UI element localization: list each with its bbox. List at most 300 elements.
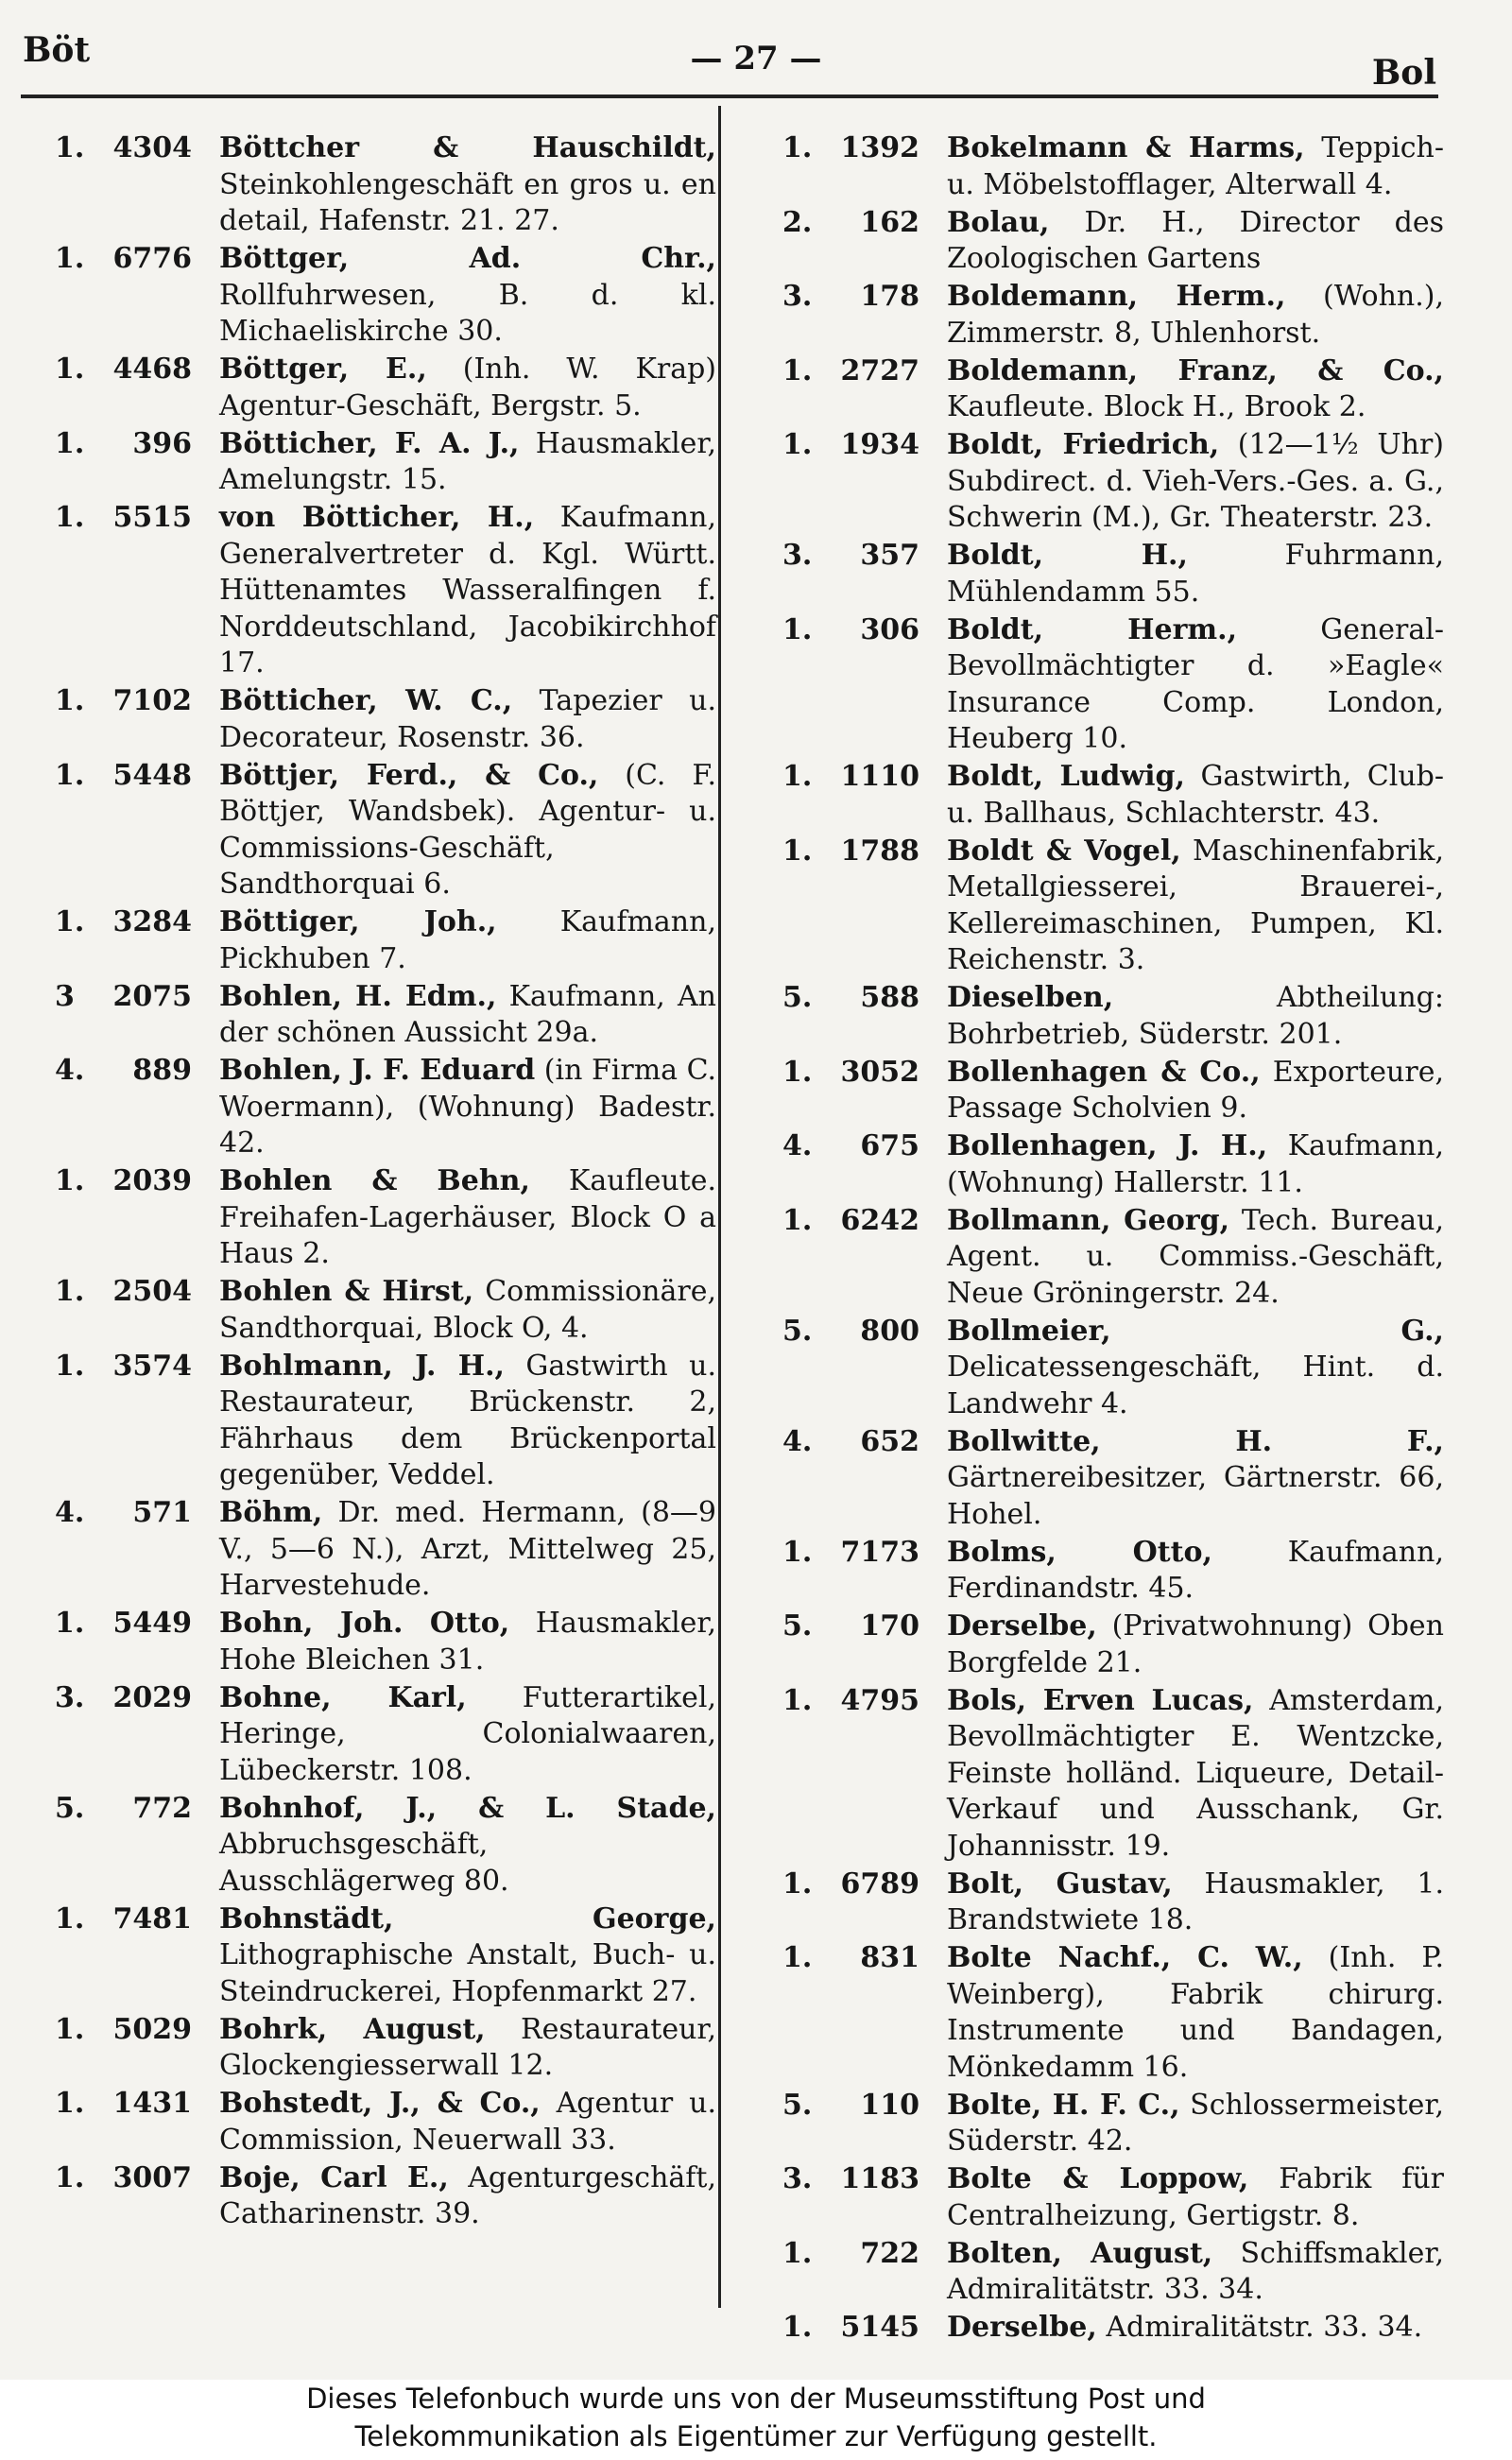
phone-number (55, 2086, 206, 2123)
directory-entry (55, 904, 716, 977)
subscriber-details: Tech. Bureau, Agent. u. Commiss.-Geschäft, Neue Gröningerstr. 24. (947, 1203, 1445, 1310)
line-number: 5448 (112, 758, 192, 792)
right-column (782, 130, 1444, 2348)
entry-text (934, 1608, 1444, 1681)
subscriber-name: Bohnhof, J., & L. Stade, (219, 1791, 716, 1825)
phone-number (55, 1901, 206, 1938)
subscriber-details: Restaurateur, Glockengiesserwall 12. (219, 2012, 716, 2082)
exchange-code: 1. (782, 131, 813, 164)
exchange-code: 1. (782, 834, 813, 868)
entry-text (934, 205, 1444, 278)
line-number: 3052 (840, 1055, 919, 1089)
subscriber-name: Bohstedt, J., & Co., (219, 2087, 541, 2120)
directory-entry (782, 980, 1444, 1053)
line-number: 3284 (112, 905, 192, 938)
line-number: 5145 (840, 2311, 919, 2344)
entry-text (934, 759, 1444, 832)
page-header (0, 0, 1512, 95)
directory-entry (782, 834, 1444, 979)
subscriber-details: Agentur u. Commission, Neuerwall 33. (219, 2087, 717, 2157)
subscriber-details: Kaufmann, (Wohnung) Hallerstr. 11. (947, 1129, 1444, 1199)
subscriber-details: Kaufleute. Freihafen-Lagerhäuser, Block O a Haus 2. (219, 1164, 716, 1270)
directory-entry (782, 1055, 1444, 1127)
exchange-code: 5. (55, 1791, 85, 1825)
subscriber-name: Bötticher, F. A. J., (219, 426, 520, 460)
phone-number (782, 1535, 934, 1572)
subscriber-details: Steinkohlengeschäft en gros u. en detail, Hafenstr. 21. 27. (219, 167, 716, 237)
exchange-code: 1. (55, 684, 85, 717)
entry-text (934, 612, 1444, 758)
exchange-code: 1. (55, 242, 85, 275)
exchange-code: 3. (782, 280, 813, 313)
phone-number (55, 130, 206, 167)
running-head-right: Bol (1371, 53, 1436, 93)
directory-entry (55, 683, 716, 756)
phone-number (55, 2012, 206, 2049)
phone-number (782, 1940, 934, 1977)
exchange-code: 5. (782, 981, 813, 1014)
line-number: 357 (860, 539, 919, 572)
phone-number (782, 1203, 934, 1240)
subscriber-name: Bollmeier, G., (947, 1314, 1444, 1348)
entry-text (934, 279, 1444, 352)
line-number: 2029 (112, 1680, 192, 1714)
subscriber-name: Böttger, Ad. Chr., (219, 242, 716, 275)
line-number: 4468 (112, 353, 192, 386)
exchange-code: 1. (782, 2311, 813, 2344)
exchange-code: 1. (55, 1349, 85, 1383)
exchange-code: 1. (782, 428, 813, 461)
line-number: 2039 (112, 1164, 192, 1197)
subscriber-details: Hausmakler, Amelungstr. 15. (219, 426, 716, 496)
line-number: 170 (860, 1609, 919, 1643)
subscriber-name: Boldt, Ludwig, (947, 760, 1185, 793)
line-number: 5029 (112, 2012, 192, 2046)
phone-number (782, 2161, 934, 2198)
directory-entry (782, 1535, 1444, 1608)
directory-entry (782, 1940, 1444, 2086)
directory-entry (782, 1867, 1444, 1939)
directory-entry (55, 1053, 716, 1162)
subscriber-details: Kaufmann, Generalvertreter d. Kgl. Württ. Hüttenamtes Wasseralfingen f. Norddeutschland, Jacobikirchhof 17. (219, 501, 716, 680)
entry-text (934, 2236, 1444, 2309)
line-number: 4795 (840, 1683, 919, 1717)
exchange-code: 1. (782, 2236, 813, 2270)
subscriber-details: (Inh. P. Weinberg), Fabrik chirurg. Instrumente und Bandagen, Mönkedamm 16. (947, 1941, 1445, 2084)
entry-text (206, 352, 716, 424)
entry-text (206, 1274, 716, 1347)
phone-number (55, 1680, 206, 1717)
phone-number (55, 683, 206, 720)
directory-entry (55, 2012, 716, 2085)
exchange-code: 1. (782, 760, 813, 793)
entry-text (934, 427, 1444, 537)
subscriber-name: Bokelmann & Harms, (947, 131, 1305, 164)
entry-text (206, 500, 716, 682)
subscriber-details: Kaufleute. Block H., Brook 2. (947, 390, 1366, 423)
subscriber-name: Dieselben, (947, 981, 1114, 1014)
line-number: 2727 (840, 353, 919, 387)
subscriber-name: Bollenhagen, J. H., (947, 1129, 1268, 1162)
exchange-code: 5. (782, 2088, 813, 2122)
subscriber-details: Kaufmann, Pickhuben 7. (219, 905, 716, 975)
subscriber-details: General-Bevollmächtigter d. »Eagle« Insurance Comp. London, Heuberg 10. (947, 612, 1444, 755)
subscriber-details: Futterartikel, Heringe, Colonialwaaren, Lübeckerstr. 108. (219, 1680, 716, 1787)
entry-text (934, 1203, 1444, 1313)
directory-entry (55, 758, 716, 903)
line-number: 7173 (840, 1535, 919, 1569)
entry-text (206, 758, 716, 903)
entry-text (934, 353, 1444, 426)
entry-text (934, 1314, 1444, 1423)
line-number: 1431 (112, 2087, 192, 2120)
directory-entry (782, 538, 1444, 611)
subscriber-details: Tapezier u. Decorateur, Rosenstr. 36. (219, 684, 716, 754)
line-number: 3574 (112, 1349, 192, 1383)
subscriber-details: (C. F. Böttjer, Wandsbek). Agentur- u. Commissions-Geschäft, Sandthorquai 6. (219, 758, 716, 901)
exchange-code: 1. (55, 758, 85, 792)
subscriber-details: Dr. med. Hermann, (8—9 V., 5—6 N.), Arzt, Mittelweg 25, Harvestehude. (219, 1496, 716, 1602)
subscriber-details: (12—1½ Uhr) Subdirect. d. Vieh-Vers.-Ges. a. G., Schwerin (M.), Gr. Theaterstr. 23. (947, 428, 1445, 534)
subscriber-name: Boldemann, Herm., (947, 280, 1286, 313)
subscriber-details: Kaufmann, An der schönen Aussicht 29a. (219, 979, 716, 1049)
subscriber-name: Bolten, August, (947, 2236, 1213, 2270)
entry-text (934, 1683, 1444, 1866)
entry-text (934, 2310, 1444, 2347)
phone-number (55, 352, 206, 388)
phone-number (55, 1274, 206, 1311)
footer-notice (0, 2380, 1512, 2460)
directory-entry (782, 612, 1444, 758)
entry-text (934, 1940, 1444, 2086)
exchange-code: 1. (55, 131, 85, 164)
entry-text (206, 426, 716, 499)
directory-entry (55, 241, 716, 351)
subscriber-name: Bollmann, Georg, (947, 1203, 1230, 1237)
phone-number (782, 2088, 934, 2125)
subscriber-details: (Inh. W. Krap) Agentur-Geschäft, Bergstr. 5. (219, 353, 716, 422)
line-number: 831 (860, 1941, 919, 1974)
directory-entry (782, 1608, 1444, 1681)
subscriber-name: Bolt, Gustav, (947, 1867, 1173, 1901)
directory-entry (782, 2236, 1444, 2309)
subscriber-name: Bohlen & Behn, (219, 1164, 530, 1197)
phone-number (782, 2310, 934, 2347)
subscriber-name: Bols, Erven Lucas, (947, 1683, 1254, 1717)
subscriber-name: Derselbe, (947, 2311, 1097, 2344)
entry-text (206, 1349, 716, 1494)
directory-entry (782, 353, 1444, 426)
line-number: 6242 (840, 1203, 919, 1237)
directory-entry (55, 2160, 716, 2233)
subscriber-name: Böttger, E., (219, 353, 427, 386)
line-number: 1183 (840, 2162, 919, 2195)
directory-entry (782, 205, 1444, 278)
subscriber-name: Bolau, (947, 205, 1050, 239)
line-number: 178 (860, 280, 919, 313)
subscriber-details: Abtheilung: Bohrbetrieb, Süderstr. 201. (947, 981, 1444, 1051)
exchange-code: 1. (782, 1535, 813, 1569)
exchange-code: 1. (55, 1164, 85, 1197)
subscriber-details: Rollfuhrwesen, B. d. kl. Michaeliskirche 30. (219, 278, 716, 348)
subscriber-name: Bohne, Karl, (219, 1680, 467, 1714)
exchange-code: 4. (55, 1054, 85, 1087)
entry-text (934, 130, 1444, 203)
directory-entry (55, 1349, 716, 1494)
subscriber-details: Fabrik für Centralheizung, Gertigstr. 8. (947, 2162, 1444, 2232)
exchange-code: 1. (782, 1203, 813, 1237)
entry-text (206, 1163, 716, 1273)
entry-text (206, 683, 716, 756)
directory-entry (55, 500, 716, 682)
phone-number (782, 205, 934, 242)
subscriber-name: Bohlen, J. F. Eduard (219, 1054, 536, 1087)
subscriber-name: Derselbe, (947, 1609, 1097, 1643)
line-number: 1392 (840, 131, 919, 164)
subscriber-details: Lithographische Anstalt, Buch- u. Steindruckerei, Hopfenmarkt 27. (219, 1938, 716, 2008)
directory-entry (55, 1606, 716, 1678)
exchange-code: 2. (782, 205, 813, 239)
directory-entry (782, 130, 1444, 203)
directory-entry (782, 1683, 1444, 1866)
subscriber-details: Agenturgeschäft, Catharinenstr. 39. (219, 2160, 716, 2230)
entry-text (206, 1791, 716, 1901)
line-number: 652 (860, 1424, 919, 1458)
line-number: 772 (132, 1791, 192, 1825)
directory-entry (55, 1680, 716, 1790)
subscriber-details: (in Firma C. Woermann), (Wohnung) Badestr. 42. (219, 1054, 716, 1160)
directory-entry (782, 1314, 1444, 1423)
header-rule (21, 95, 1438, 98)
left-column (55, 130, 716, 2234)
subscriber-name: Boldt, Friedrich, (947, 428, 1220, 461)
column-separator (718, 106, 721, 2308)
subscriber-details: Hausmakler, Hohe Bleichen 31. (219, 1607, 716, 1677)
subscriber-details: Fuhrmann, Mühlendamm 55. (947, 539, 1444, 609)
phone-number (782, 1128, 934, 1165)
page-number: — 27 — (690, 40, 822, 77)
entry-text (206, 2086, 716, 2159)
subscriber-details: Hausmakler, 1. Brandstwiete 18. (947, 1867, 1444, 1936)
entry-text (206, 1053, 716, 1162)
subscriber-name: Bolte Nachf., C. W., (947, 1941, 1303, 1974)
phone-number (55, 1349, 206, 1385)
directory-entry (55, 1163, 716, 1273)
exchange-code: 1. (782, 353, 813, 387)
subscriber-details: Amsterdam, Bevollmächtigter E. Wentzcke, Feinste holländ. Liqueure, Detail-Verkauf und Ausschank, Gr. Johannisstr. 19. (947, 1683, 1444, 1863)
exchange-code: 1. (55, 1901, 85, 1935)
subscriber-name: Bohlmann, J. H., (219, 1349, 506, 1383)
entry-text (206, 904, 716, 977)
phone-number (782, 353, 934, 390)
line-number: 396 (132, 426, 192, 460)
exchange-code: 4. (782, 1129, 813, 1162)
subscriber-name: Bötticher, W. C., (219, 684, 513, 717)
subscriber-details: Kaufmann, Ferdinandstr. 45. (947, 1535, 1444, 1605)
running-head-left: Böt (23, 30, 91, 70)
phone-number (55, 1791, 206, 1828)
entry-text (206, 979, 716, 1052)
directory-entry (55, 426, 716, 499)
exchange-code: 1. (55, 1607, 85, 1640)
line-number: 1934 (840, 428, 919, 461)
exchange-code: 1. (782, 612, 813, 646)
exchange-code: 1. (782, 1941, 813, 1974)
subscriber-name: Bollwitte, H. F., (947, 1424, 1444, 1458)
line-number: 3007 (112, 2160, 192, 2194)
directory-entry (55, 1495, 716, 1605)
directory-entry (55, 1791, 716, 1901)
entry-text (206, 2160, 716, 2233)
phone-number (782, 538, 934, 575)
subscriber-details: Delicatessengeschäft, Hint. d. Landwehr 4. (947, 1350, 1444, 1420)
phone-number (55, 904, 206, 941)
subscriber-name: Bohn, Joh. Otto, (219, 1607, 510, 1640)
line-number: 571 (132, 1496, 192, 1529)
subscriber-details: Teppich- u. Möbelstofflager, Alterwall 4. (947, 131, 1444, 201)
subscriber-details: Exporteure, Passage Scholvien 9. (947, 1055, 1444, 1125)
exchange-code: 1. (55, 2012, 85, 2046)
entry-text (206, 2012, 716, 2085)
subscriber-name: Boje, Carl E., (219, 2160, 449, 2194)
subscriber-name: Böttjer, Ferd., & Co., (219, 758, 599, 792)
exchange-code: 1. (55, 501, 85, 534)
phone-number (782, 130, 934, 167)
line-number: 1110 (840, 760, 919, 793)
phone-number (782, 834, 934, 870)
entry-text (934, 1535, 1444, 1608)
phone-number (782, 1424, 934, 1461)
subscriber-details: Abbruchsgeschäft, Ausschlägerweg 80. (219, 1828, 509, 1898)
subscriber-details: Admiralitätstr. 33. 34. (1096, 2311, 1423, 2344)
directory-entry (782, 2161, 1444, 2234)
line-number: 162 (860, 205, 919, 239)
line-number: 722 (860, 2236, 919, 2270)
entry-text (206, 241, 716, 351)
directory-entry (782, 2310, 1444, 2347)
entry-text (206, 1495, 716, 1605)
subscriber-name: Bolte, H. F. C., (947, 2088, 1180, 2122)
line-number: 6776 (112, 242, 192, 275)
phone-number (782, 1314, 934, 1350)
phone-number (55, 1053, 206, 1090)
directory-entry (782, 1128, 1444, 1201)
exchange-code: 1. (55, 905, 85, 938)
line-number: 4304 (112, 131, 192, 164)
line-number: 2504 (112, 1275, 192, 1308)
subscriber-details: Gärtnereibesitzer, Gärtnerstr. 66, Hohel. (947, 1461, 1444, 1531)
directory-entry (55, 979, 716, 1052)
line-number: 306 (860, 612, 919, 646)
subscriber-details: Maschinenfabrik, Metallgiesserei, Brauerei-, Kellereimaschinen, Pumpen, Kl. Reichenstr. 3. (947, 834, 1444, 976)
phone-number (782, 759, 934, 796)
entry-text (206, 1901, 716, 2011)
directory-entry (55, 130, 716, 240)
phone-number (55, 241, 206, 278)
entry-text (934, 980, 1444, 1053)
entry-text (206, 130, 716, 240)
exchange-code: 4. (782, 1424, 813, 1458)
subscriber-details: (Wohn.), Zimmerstr. 8, Uhlenhorst. (947, 280, 1444, 350)
directory-entry (55, 1274, 716, 1347)
directory-entry (782, 1203, 1444, 1313)
directory-entry (782, 2088, 1444, 2160)
phone-number (782, 612, 934, 649)
entry-text (934, 2088, 1444, 2160)
subscriber-details: Dr. H., Director des Zoologischen Gartens (947, 205, 1444, 275)
phone-number (782, 1608, 934, 1645)
directory-entry (55, 1901, 716, 2011)
line-number: 5449 (112, 1607, 192, 1640)
directory-entry (55, 352, 716, 424)
line-number: 110 (860, 2088, 919, 2122)
subscriber-details: (Privatwohnung) Oben Borgfelde 21. (947, 1609, 1444, 1679)
line-number: 1788 (840, 834, 919, 868)
exchange-code: 3 (55, 979, 75, 1013)
entry-text (934, 1055, 1444, 1127)
entry-text (934, 1128, 1444, 1201)
phone-number (782, 1867, 934, 1903)
exchange-code: 5. (782, 1609, 813, 1643)
exchange-code: 5. (782, 1314, 813, 1348)
line-number: 5515 (112, 501, 192, 534)
subscriber-name: Bohnstädt, George, (219, 1901, 716, 1935)
directory-entry (782, 279, 1444, 352)
directory-entry (782, 1424, 1444, 1534)
phone-number (55, 2160, 206, 2197)
subscriber-name: Boldemann, Franz, & Co., (947, 353, 1444, 387)
exchange-code: 1. (55, 1275, 85, 1308)
phone-number (55, 979, 206, 1016)
exchange-code: 3. (55, 1680, 85, 1714)
phone-number (782, 1683, 934, 1720)
entry-text (934, 834, 1444, 979)
entry-text (206, 1680, 716, 1790)
entry-text (206, 1606, 716, 1678)
directory-entry (782, 427, 1444, 537)
subscriber-name: Bohrk, August, (219, 2012, 486, 2046)
subscriber-name: Böttcher & Hauschildt, (219, 131, 716, 164)
exchange-code: 1. (782, 1867, 813, 1901)
exchange-code: 1. (55, 2087, 85, 2120)
subscriber-details: Gastwirth, Club- u. Ballhaus, Schlachterstr. 43. (947, 760, 1444, 830)
phone-number (55, 1606, 206, 1643)
phone-number (55, 500, 206, 537)
line-number: 7102 (112, 684, 192, 717)
line-number: 675 (860, 1129, 919, 1162)
subscriber-name: Bohlen, H. Edm., (219, 979, 497, 1013)
subscriber-name: Böttiger, Joh., (219, 905, 497, 938)
entry-text (934, 538, 1444, 611)
footer-line-1: Dieses Telefonbuch wurde uns von der Museumsstiftung Post und (306, 2383, 1206, 2415)
entry-text (934, 1867, 1444, 1939)
subscriber-name: Böhm, (219, 1496, 323, 1529)
line-number: 889 (132, 1054, 192, 1087)
line-number: 7481 (112, 1901, 192, 1935)
phone-number (55, 758, 206, 795)
line-number: 800 (860, 1314, 919, 1348)
footer-line-2: Telekommunikation als Eigentümer zur Verfügung gestellt. (354, 2420, 1158, 2452)
exchange-code: 1. (55, 426, 85, 460)
phone-number (55, 1495, 206, 1532)
entry-text (934, 1424, 1444, 1534)
phone-number (55, 426, 206, 463)
phone-number (782, 2236, 934, 2273)
phone-number (782, 427, 934, 464)
subscriber-details: Schiffsmakler, Admiralitätstr. 33. 34. (947, 2236, 1444, 2306)
exchange-code: 1. (782, 1683, 813, 1717)
exchange-code: 1. (782, 1055, 813, 1089)
